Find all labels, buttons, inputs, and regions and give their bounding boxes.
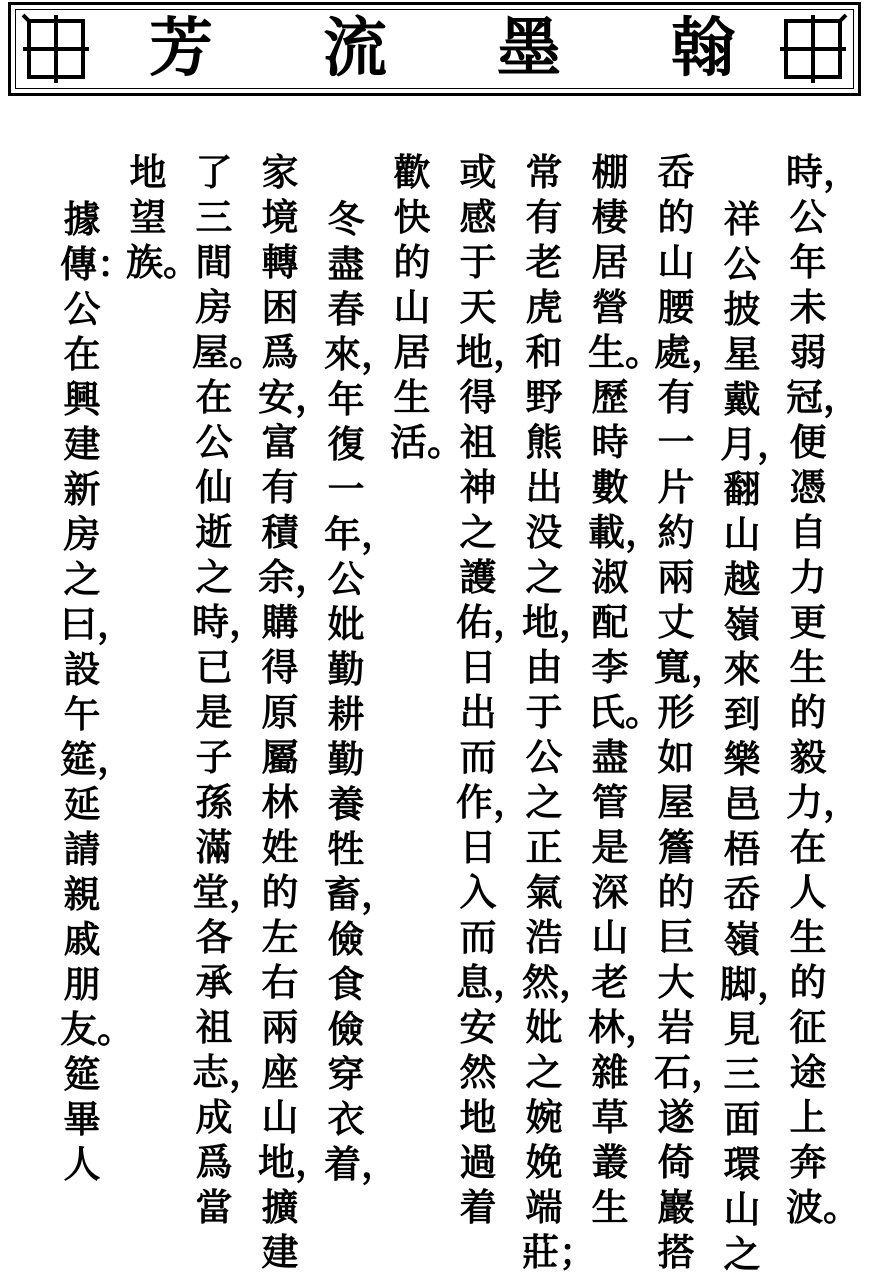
fret-ornament-icon [778,13,848,85]
text-column-3: 岙的山腰處，有一片約兩丈寬，形如屋簷的巨大岩石，遂倚巖搭 [654,150,728,1274]
text-column-4: 棚棲居營生。歷時數載，淑配李氏。盡管是深山老林，雜草叢生 [588,150,662,1229]
text-column-2: 祥公披星戴月，翻山越嶺來到樂邑梧岙嶺脚，見三面環山之 [720,197,794,1276]
fret-ornament-icon [21,13,91,85]
banner-title-char-1: 芳 [149,11,213,86]
header-banner [8,2,861,96]
text-column-9: 家境轉困爲安，富有積余，購得原屬林姓的左右兩座山地，擴建 [258,150,332,1274]
banner-title-char-4: 翰 [671,11,735,86]
text-column-7: 歡快的山居生活。 [390,150,464,464]
text-column-6: 或感于天地，得祖神之護佑，日出而作，日入而息，安然地過着 [456,150,530,1229]
banner-title-char-3: 墨 [497,11,561,86]
text-column-10: 了三間房屋。在公仙逝之時，已是子孫滿堂，各承祖志，成爲當 [192,150,266,1229]
banner-title-char-2: 流 [323,11,387,86]
text-column-11: 地望族。 [126,150,200,284]
text-column-8: 冬盡春來，年復一年，公妣勤耕勤養牲畜，儉食儉穿衣着， [324,197,398,1186]
text-column-1: 時，公年未弱冠，便憑自力更生的毅力，在人生的征途上奔波。 [786,150,860,1229]
text-column-12: 據傳：公在興建新房之曰，設午筵，延請親戚朋友。筵畢人 [60,197,134,1186]
text-column-5: 常有老虎和野熊出没之地，由于公之正氣浩然，妣之婉娩端莊； [522,150,596,1274]
